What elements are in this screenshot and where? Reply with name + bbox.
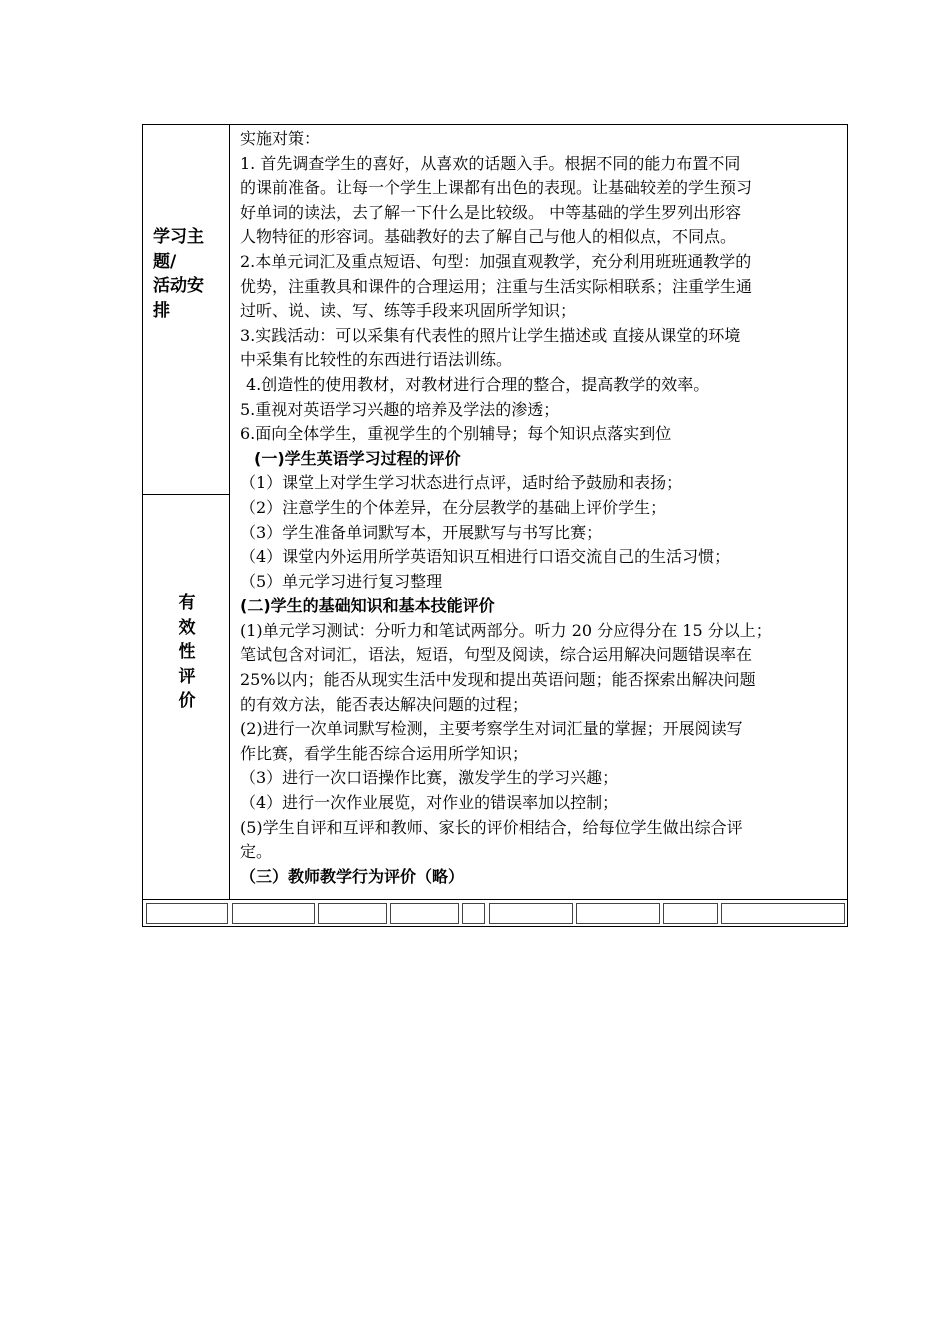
plan-label — [153, 225, 225, 323]
content-line: (5)学生自评和互评和教师、家长的评价相结合，给每位学生做出综合评 — [240, 817, 743, 837]
eval-label-char: 评 — [178, 666, 196, 687]
content-line: (2)进行一次单词默写检测，主要考察学生对词汇量的掌握；开展阅读写 — [240, 719, 743, 739]
content-line: 5.重视对英语学习兴趣的培养及学法的渗透； — [240, 399, 560, 419]
content-line: 好单词的读法，去了解一下什么是比较级。 中等基础的学生罗列出形容 — [240, 202, 742, 222]
content-text — [240, 127, 840, 889]
content-line: 人物特征的形容词。基础教好的去了解自己与他人的相似点，不同点。 — [240, 227, 737, 247]
plan-label-line: 活动安 — [153, 276, 204, 296]
empty-cell — [489, 903, 573, 924]
empty-cell — [232, 903, 315, 924]
content-line: （5）单元学习进行复习整理 — [240, 571, 443, 591]
empty-cell — [390, 903, 459, 924]
eval-label — [151, 591, 223, 714]
empty-bottom-row — [143, 899, 847, 927]
content-line: 的课前准备。让每一个学生上课都有出色的表现。让基础较差的学生预习 — [240, 178, 753, 198]
content-line: 过听、说、读、写、练等手段来巩固所学知识； — [240, 301, 577, 321]
content-line: 4.创造性的使用教材，对教材进行合理的整合，提高教学的效率。 — [246, 374, 710, 394]
content-line: (1)单元学习测试：分听力和笔试两部分。听力 20 分应得分在 15 分以上； — [240, 620, 772, 640]
content-line: 2.本单元词汇及重点短语、句型：加强直观教学，充分利用班班通教学的 — [240, 251, 752, 271]
eval-label-cell — [143, 495, 230, 899]
content-line: 中采集有比较性的东西进行语法训练。 — [240, 350, 513, 370]
content-line: 的有效方法，能否表达解决问题的过程； — [240, 694, 529, 714]
content-line: （1）课堂上对学生学习状态进行点评，适时给予鼓励和表扬； — [240, 473, 683, 493]
section-heading: (二)学生的基础知识和基本技能评价 — [240, 596, 495, 616]
plan-label-cell — [143, 125, 230, 495]
section-heading: (一)学生英语学习过程的评价 — [254, 448, 461, 468]
content-line: （3）进行一次口语操作比赛，激发学生的学习兴趣； — [240, 768, 619, 788]
empty-cell — [146, 903, 228, 924]
document-table — [142, 124, 848, 927]
content-line: （4）课堂内外运用所学英语知识互相进行口语交流自己的生活习惯； — [240, 547, 731, 567]
plan-label-line: 排 — [153, 300, 170, 321]
content-line: 笔试包含对词汇，语法，短语，句型及阅读，综合运用解决问题错误率在 — [240, 645, 753, 665]
content-line: 实施对策： — [240, 129, 321, 148]
plan-label-line: 学习主 — [153, 227, 204, 247]
content-line: （4）进行一次作业展览，对作业的错误率加以控制； — [240, 793, 619, 813]
empty-cell — [721, 903, 845, 924]
empty-cell — [318, 903, 387, 924]
empty-cell — [462, 903, 485, 924]
plan-label-line: 题/ — [153, 251, 177, 272]
content-line: （2）注意学生的个体差异，在分层教学的基础上评价学生； — [240, 497, 667, 517]
eval-label-char: 效 — [178, 617, 196, 638]
eval-label-char: 性 — [178, 642, 196, 662]
content-line: 定。 — [240, 842, 273, 862]
empty-cell — [663, 903, 718, 924]
content-line: 3.实践活动：可以采集有代表性的照片让学生描述或 直接从课堂的环境 — [240, 325, 741, 345]
content-line: 优势，注重教具和课件的合理运用；注重与生活实际相联系；注重学生通 — [240, 276, 753, 296]
content-cell — [230, 125, 847, 899]
content-line: 6.面向全体学生，重视学生的个别辅导；每个知识点落实到位 — [240, 424, 672, 444]
content-line: 1. 首先调查学生的喜好，从喜欢的话题入手。根据不同的能力布置不同 — [240, 153, 741, 173]
content-line: （3）学生准备单词默写本，开展默写与书写比赛； — [240, 522, 603, 542]
eval-label-char: 价 — [178, 691, 196, 711]
content-line: 25%以内；能否从现实生活中发现和提出英语问题；能否探索出解决问题 — [240, 670, 756, 690]
content-line: 作比赛，看学生能否综合运用所学知识； — [240, 743, 529, 763]
section-heading: （三）教师教学行为评价（略） — [240, 866, 465, 886]
empty-cell — [576, 903, 660, 924]
eval-label-char: 有 — [178, 593, 196, 613]
